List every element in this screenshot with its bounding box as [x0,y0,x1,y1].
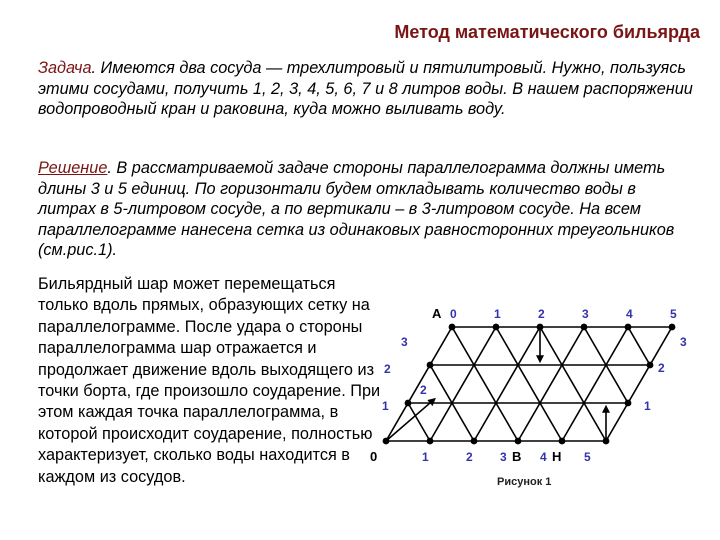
top-label-4: 4 [626,307,633,321]
figure-caption: Рисунок 1 [497,476,552,488]
boundary-point [603,438,610,445]
slide-title: Метод математического бильярда [394,22,700,42]
top-label-5: 5 [670,307,677,321]
boundary-point [669,324,676,331]
boundary-point [405,400,412,407]
bottom-label-3: 3 [500,450,507,464]
grid-lines [386,327,672,441]
grid-slant-line [474,327,540,441]
boundary-point [625,400,632,407]
problem-lead: Задача [38,59,92,77]
right-label-1: 1 [644,399,651,413]
left-label-3: 3 [401,335,408,349]
grid-slant-line [386,327,452,441]
right-label-2: 2 [658,361,665,375]
grid-slant-line [430,327,496,441]
bottom-label-4: 4 [540,450,547,464]
grid-diagonal-line [540,327,606,441]
top-label-0: 0 [450,307,457,321]
grid-diagonal-line [452,327,518,441]
top-label-3: 3 [582,307,589,321]
left-label-1: 1 [382,399,389,413]
problem-text: . Имеются два сосуда — трехлитровый и пятилитровый. Нужно, пользуясь этими сосудами, получить 1, 2, 3, 4, 5, 6, 7 и 8 литров воды. В нашем распоряжении водопроводный кран и раковина, куда можно выливать воду. [38,59,693,118]
solution-lead: Решение [38,159,108,177]
billiard-grid-diagram [360,298,710,498]
boundary-point [537,324,544,331]
billiard-figure [360,298,710,498]
boundary-point [581,324,588,331]
problem-paragraph [38,58,698,120]
solution-paragraph [38,158,698,261]
billiard-description: Бильярдный шар может перемещаться только вдоль прямых, образующих сетку на параллелограмме. После удара о стороны параллелограмма шар отражается и продолжает движение вдоль выходящего из точки борта, где произошло соударение. При этом каждая точка параллелограмма, в которой происходит соударение, полностью характеризует, сколько воды находится в каждом из сосудов. [38,275,381,486]
boundary-point [647,362,654,369]
left-label-2a: 2 [384,362,391,376]
grid-slant-line [606,327,672,441]
boundary-point [625,324,632,331]
bottom-label-1: 1 [422,450,429,464]
grid-slant-line [562,327,628,441]
boundary-point [515,438,522,445]
grid-diagonal-line [628,327,650,365]
top-label-2: 2 [538,307,545,321]
boundary-point [383,438,390,445]
right-label-3: 3 [680,335,687,349]
boundary-point [427,362,434,369]
boundary-point [427,438,434,445]
grid-diagonal-line [408,403,430,441]
grid-slant-line [518,327,584,441]
grid-diagonal-line [496,327,562,441]
top-label-1: 1 [494,307,501,321]
bottom-label-h: H [552,449,562,464]
top-label-a: A [432,306,442,321]
bottom-label-0: 0 [370,449,378,464]
boundary-point [471,438,478,445]
boundary-point [449,324,456,331]
bottom-label-b: B [512,449,522,464]
solution-text: . В рассматриваемой задаче стороны параллелограмма должны иметь длины 3 и 5 единиц. По горизонтали будем откладывать количество воды в литрах в 5-литровом сосуде, а по вертикали – в 3-литровом сосуде. На всем параллелограмме нанесена сетка из одинаковых равносторонних треугольников (см.рис.1). [38,159,675,259]
bottom-label-2: 2 [466,450,473,464]
boundary-point [493,324,500,331]
boundary-point [559,438,566,445]
left-label-2b: 2 [420,383,427,397]
bottom-label-5: 5 [584,450,591,464]
